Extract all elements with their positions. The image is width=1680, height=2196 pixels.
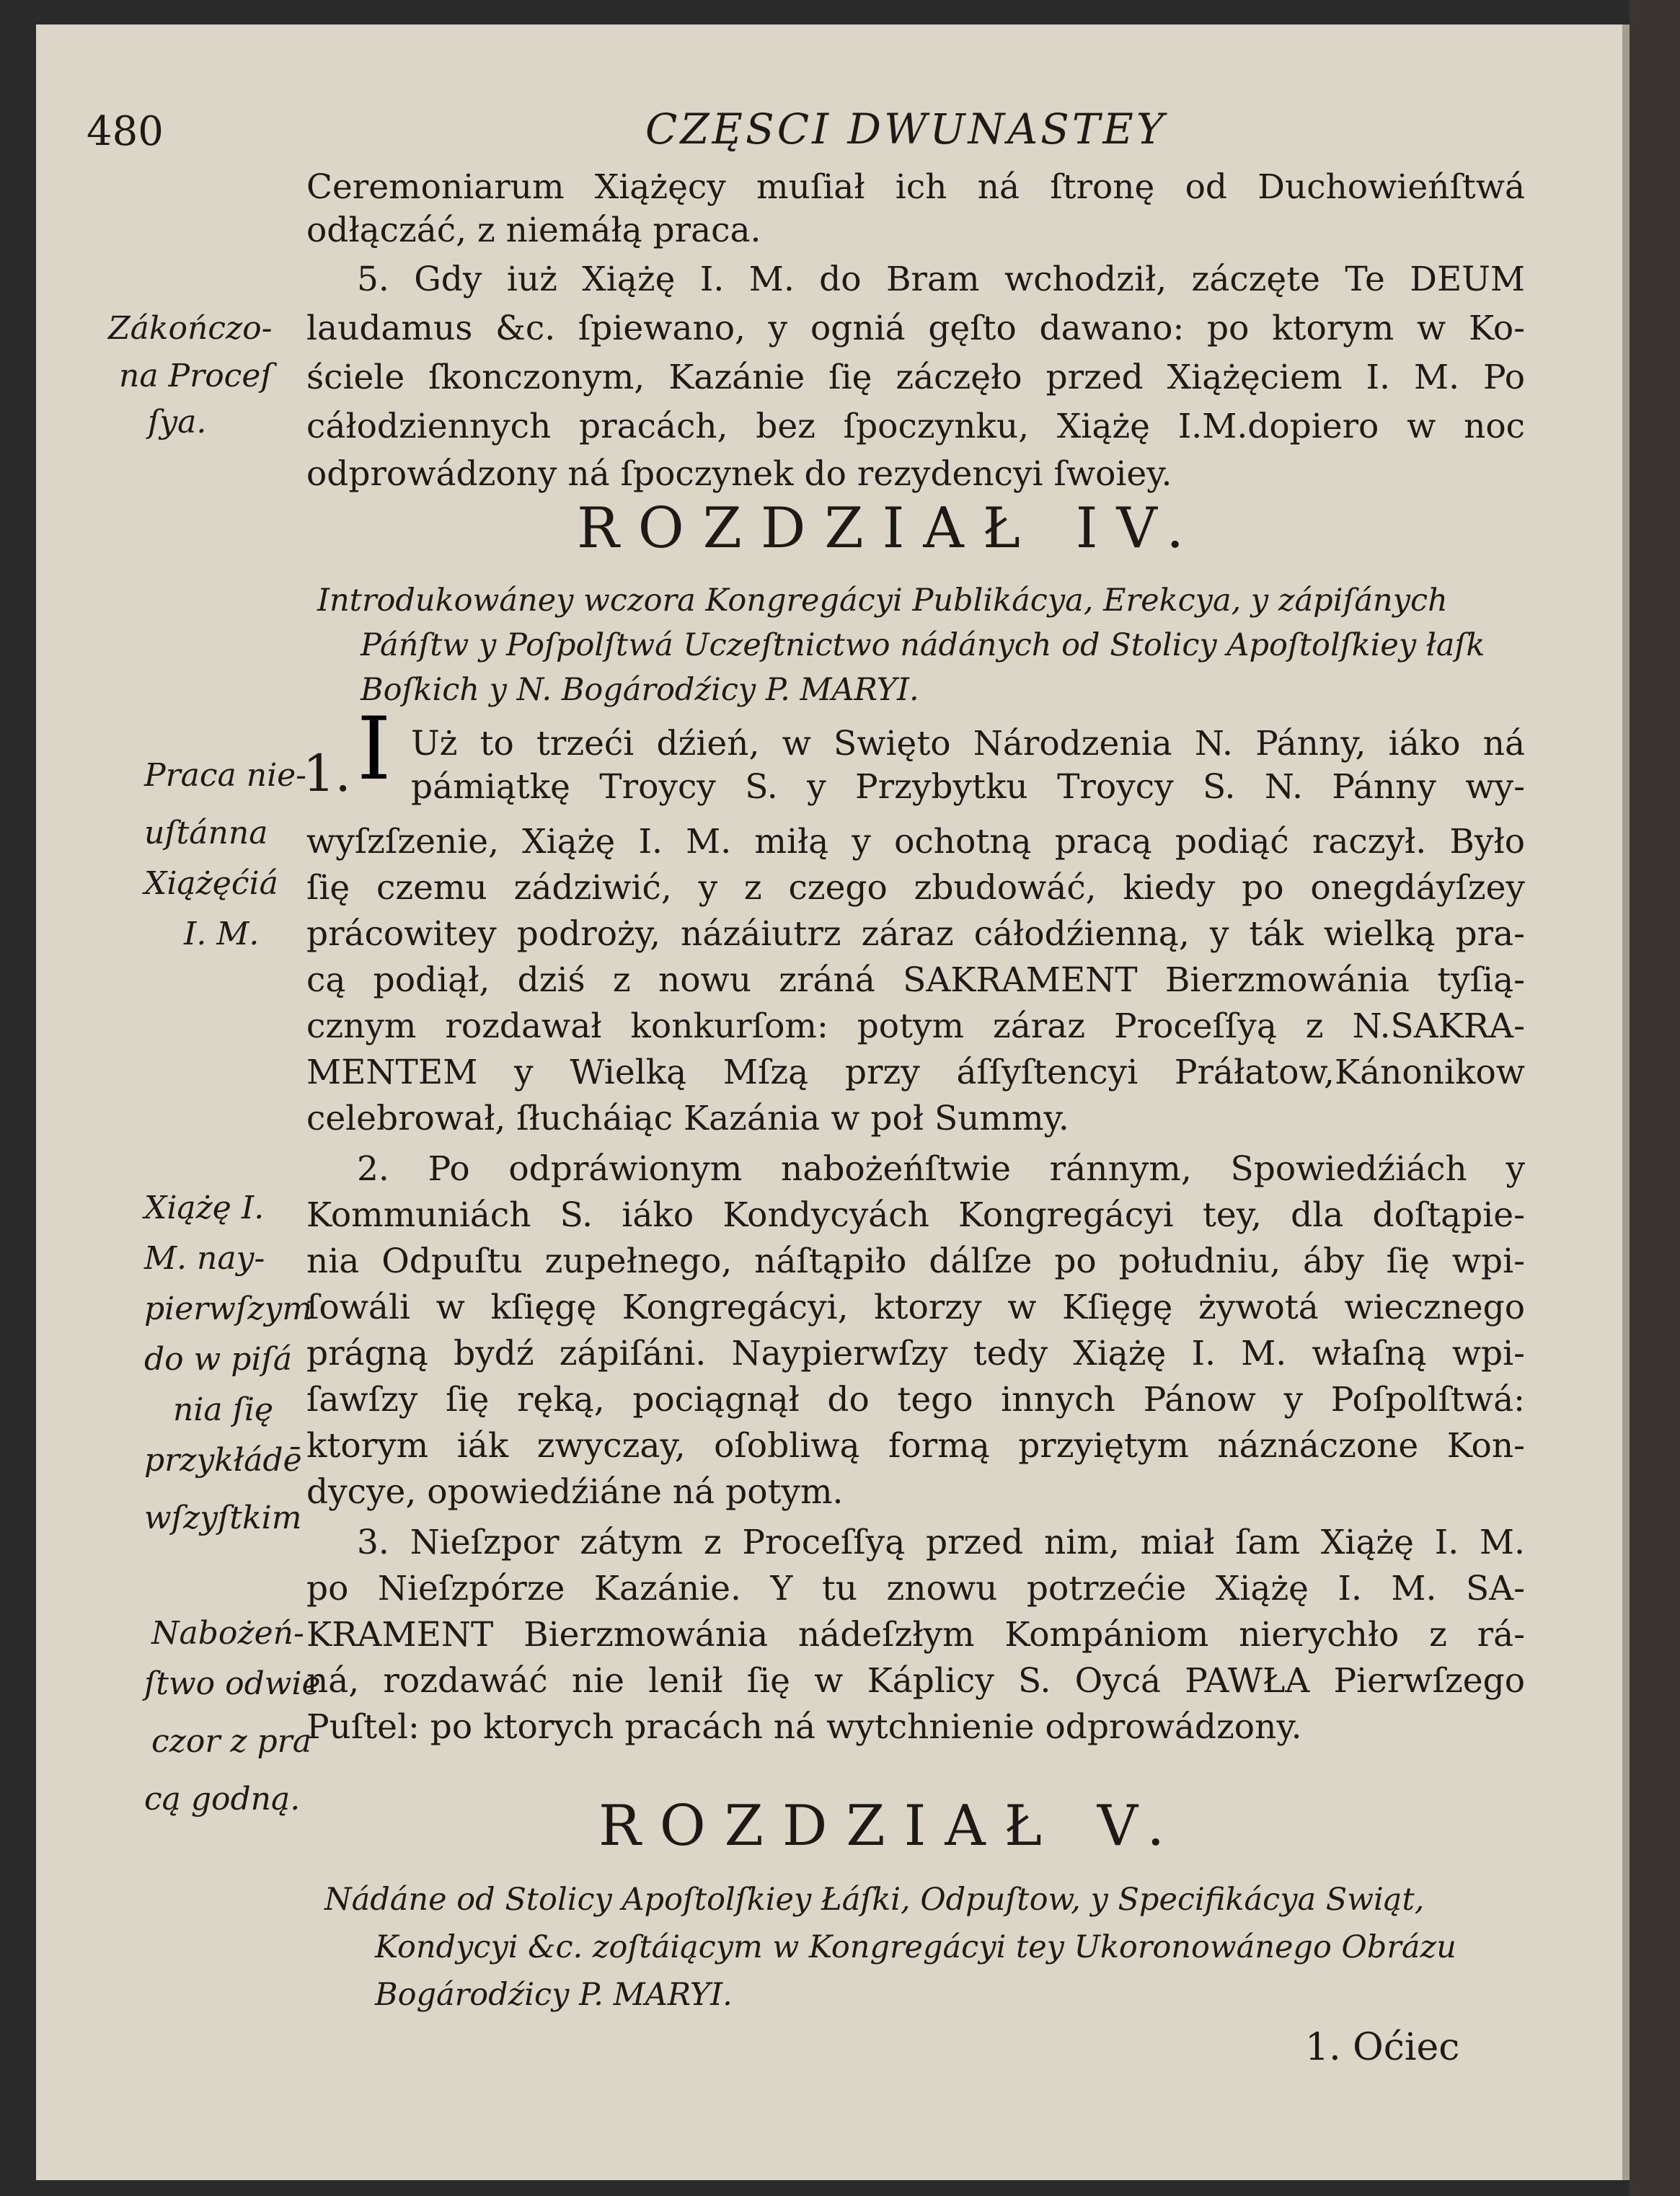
paragraph-number: 1. — [303, 744, 351, 803]
margin-note-line: ſtwo odwie — [144, 1665, 321, 1702]
chapter-subtitle-line: Páńſtw y Poſpolſtwá Uczeſtnictwo nádánych od Stolicy Apoſtolſkiey łaſk — [361, 627, 1485, 663]
text-line: celebrował, ſłucháiąc Kazánia w poł Summy. — [306, 1099, 1069, 1138]
text-line: Kommuniách S. iáko Kondycyách Kongregácyi tey, dla doſtąpie- — [306, 1195, 1525, 1235]
margin-note-line: Xiążę I. — [144, 1190, 265, 1226]
text-line: MENTEM y Wielką Mſzą przy áſſyſtencyi Práłatow,Kánonikow — [306, 1053, 1525, 1092]
chapter-subtitle-line: Boſkich y N. Bogárodźicy P. MARYI. — [361, 672, 919, 708]
margin-note-line: czor z pra — [151, 1723, 311, 1760]
margin-note-line: uſtánna — [144, 815, 268, 851]
chapter-heading: ROZDZIAŁ V. — [598, 1794, 1184, 1859]
margin-note-line: cą godną. — [144, 1781, 301, 1818]
chapter-subtitle-line: Introdukowáney wczora Kongregácyi Publikácya, Erekcya, y zápiſánych — [317, 583, 1448, 619]
margin-note-line: I. M. — [184, 916, 260, 952]
margin-note-line: M. nay- — [144, 1240, 265, 1277]
margin-note-line: nia ſię — [173, 1391, 274, 1428]
chapter-subtitle-line: Kondycyi &c. zoſtáiącym w Kongregácyi tey Ukoronowánego Obrázu — [375, 1929, 1456, 1965]
text-line: laudamus &c. ſpiewano, y ogniá gęſto dawano: po ktorym w Ko- — [306, 309, 1525, 348]
text-line: nia Odpuſtu zupełnego, náſtąpiło dálſze po południu, áby ſię wpi- — [306, 1241, 1525, 1281]
margin-note-line: wſzyſtkim — [144, 1500, 302, 1536]
text-line: 5. Gdy iuż Xiążę I. M. do Bram wchodził, záczęte Te DEUM — [357, 260, 1525, 299]
margin-note-line: Nabożeń- — [151, 1615, 304, 1652]
margin-note-line: ſya. — [148, 404, 207, 440]
text-line: ſawſzy ſię ręką, pociągnął do tego innych Pánow y Poſpolſtwá: — [306, 1380, 1525, 1420]
margin-note-line: Xiążęćiá — [144, 865, 278, 902]
text-line: ná, rozdawáć nie lenił ſię w Káplicy S. Oycá PAWŁA Pierwſzego — [306, 1661, 1525, 1701]
text-line: 2. Po odpráwionym nabożeńſtwie ránnym, Spowiedźiách y — [357, 1149, 1525, 1189]
text-line: prácowitey podroży, názáiutrz záraz cáłodźienną, y ták wielką pra- — [306, 914, 1525, 954]
chapter-subtitle-line: Nádáne od Stolicy Apoſtolſkiey Łáſki, Odpuſtow, y Specifikácya Swiąt, — [324, 1882, 1425, 1918]
running-title: CZĘSCI DWUNASTEY — [645, 105, 1167, 154]
text-line: ſowáli w kſięgę Kongregácyi, ktorzy w Kſięgę żywotá wiecznego — [306, 1288, 1525, 1327]
margin-note-line: na Proceſ — [119, 358, 273, 394]
text-line: Puſtel: po ktorych pracách ná wytchnienie odprowádzony. — [306, 1707, 1302, 1747]
text-line: Uż to trzeći dźień, w Swięto Národzenia N. Pánny, iáko ná — [411, 724, 1525, 763]
text-line: cą podiął, dziś z nowu zráná SAKRAMENT Bierzmowánia tyſią- — [306, 960, 1525, 1000]
margin-note-line: pierwſzym — [144, 1290, 313, 1327]
text-line: Ceremoniarum Xiążęcy muſiał ich ná ſtronę od Duchowieńſtwá — [306, 167, 1525, 207]
text-line: cáłodziennych pracách, bez ſpoczynku, Xiążę I.M.dopiero w noc — [306, 407, 1525, 446]
text-line: cznym rozdawał konkurſom: potym záraz Proceſſyą z N.SAKRA- — [306, 1006, 1525, 1046]
chapter-heading: ROZDZIAŁ IV. — [577, 496, 1203, 561]
book-gutter — [1630, 0, 1680, 2196]
page-number: 480 — [87, 108, 164, 155]
catchword: 1. Oćiec — [1305, 2026, 1460, 2069]
text-line: odłączáć, z niemáłą praca. — [306, 211, 761, 250]
text-line: ktorym iák zwyczay, oſobliwą formą przyiętym náznáczone Kon- — [306, 1426, 1525, 1466]
text-line: odprowádzony ná ſpoczynek do rezydencyi ſwoiey. — [306, 454, 1172, 494]
margin-note-line: do w piſá — [144, 1341, 293, 1378]
text-line: ściele ſkonczonym, Kazánie ſię záczęło przed Xiążęciem I. M. Po — [306, 358, 1525, 397]
text-line: 3. Nieſzpor zátym z Proceſſyą przed nim, miał ſam Xiążę I. M. — [357, 1523, 1525, 1562]
margin-note-line: Zákończo- — [108, 310, 273, 347]
text-line: ſię czemu zádziwić, y z czego zbudowáć, kiedy po onegdáyſzey — [306, 868, 1525, 908]
text-line: pámiątkę Troycy S. y Przybytku Troycy S. N. Pánny wy- — [411, 767, 1525, 807]
text-line: prágną bydź zápiſáni. Naypierwſzy tedy Xiążę I. M. właſną wpi- — [306, 1334, 1525, 1373]
text-line: KRAMENT Bierzmowánia nádeſzłym Kompániom nierychło z rá- — [306, 1615, 1525, 1655]
text-line: wyſzſzenie, Xiążę I. M. miłą y ochotną pracą podiąć raczył. Było — [306, 822, 1525, 862]
text-line: dycye, opowiedźiáne ná potym. — [306, 1472, 844, 1512]
initial-letter: I — [357, 699, 392, 800]
margin-note-line: Praca nie- — [144, 757, 307, 794]
margin-note-line: przykłádē — [144, 1442, 302, 1479]
chapter-subtitle-line: Bogárodźicy P. MARYI. — [375, 1977, 733, 2013]
text-line: po Nieſzpórze Kazánie. Y tu znowu potrzećie Xiążę I. M. SA- — [306, 1569, 1525, 1608]
